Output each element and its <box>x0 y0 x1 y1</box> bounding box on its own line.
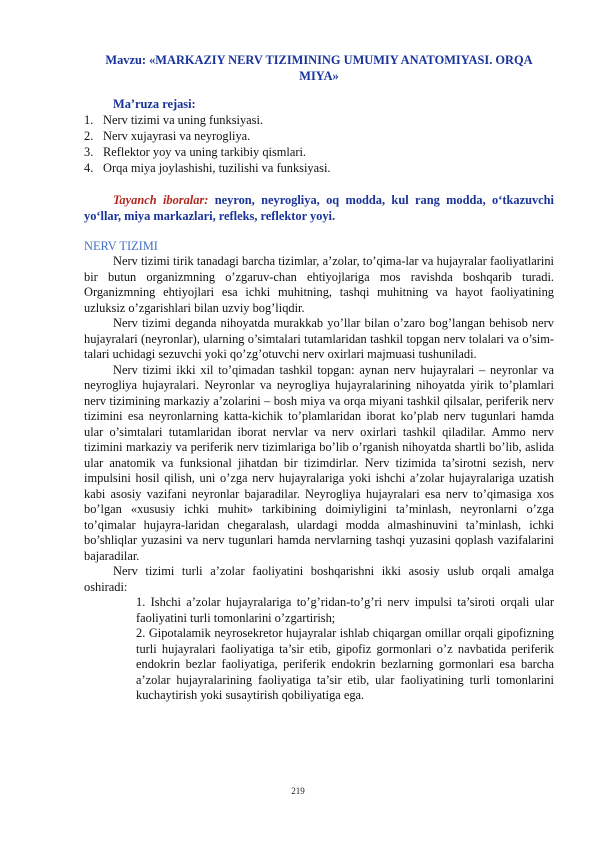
list-item: 3. Reflektor yoy va uning tarkibiy qismlari. <box>84 145 307 159</box>
lecture-plan-heading: Ma’ruza rejasi: <box>113 97 196 111</box>
list-item: 2. Gipotalamik neyrosekretor hujayralar ishlab chiqargan omillar orqali gipofizning turli hujayralari faoliyatiga ta’sir etib, gipofiz gormonlari o’z navbatida periferik endokrin bezlar faoliyatiga, periferik endokrin bezlarning gormonlari esa barcha a’zolar hujayralarining faoliyatiga ta’sir etib, ular faoliyatining turli tomonlarini kuchaytirish yoki susaytirish qobiliyatiga ega. <box>136 626 554 702</box>
body-paragraph: Nerv tizimi ikki xil to’qimadan tashkil topgan: aynan nerv hujayralari – neyronlar va neyrogliya hujayralari. Neyronlar va neyrogliya hujayralarining nihoyatda yirik to’plamlari nerv tizimining markaziy a’zolarini – bosh miya va orqa miyani tashkil qilsalar, periferik nerv tizimini esa neyronlarning katta-kichik to’plamlaridan iborat ko’plab nerv tugunlari hamda ular o’simtalari tutamlaridan iborat nervlar va nerv oxirlari tashkil qiladilar. Ammo nerv tizimini markaziy va periferik nerv tizimlariga bo’lib o’rganish nihoyatda shartli bo’lib, aslida ular anatomik va funksional jihatdan bir tizimdirlar. Nerv tizimida ta’sirotni sezish, nerv impulsini hosil qilish, uni o’zga nerv hujayralariga yoki ishchi a’zolar hujayralariga uzatish kabi asosiy vazifani neyronlar bajaradilar. Neyrogliya hujayralari esa nerv to’qimasiga xos bo’lgan «xususiy ichki muhit» tarkibining doimiyligini ta’minlash, neyronlarni o’zga to’qimalar hujayra-laridan chegaralash, ulardagi modda almashinuvini ta’minlash, ichki bo’shliqlar yuzasini va nerv tugunlari hamda nervlarning tashqi yuzasini qoplash vazifalarini bajaradilar. <box>84 362 554 563</box>
keywords-label: Tayanch iboralar: <box>113 193 209 207</box>
list-item: 2. Nerv xujayrasi va neyrogliya. <box>84 129 251 143</box>
list-item: 1. Ishchi a’zolar hujayralariga to’g’ridan-to’g’ri nerv impulsi ta’siroti orqali ular faoliyatini turli tomonlarini o’zgartirish; <box>136 595 554 625</box>
method-list <box>136 595 554 704</box>
page-number: 219 <box>291 786 305 796</box>
keywords-paragraph <box>84 192 554 224</box>
body-paragraph: Nerv tizimi tirik tanadagi barcha tizimlar, a’zolar, to’qima-lar va hujayralar faoliyatlarini bir butun organizmning o’zgaruv-chan ehtiyojlariga mos ravishda boshqarib turadi. Organizmning ehtiyojlari esa ichki muhitning, tashqi muhitning va hayot faoliyatining uzluksiz o’zgarishlari bilan uzviy bog’liqdir. <box>84 254 554 315</box>
body-paragraph: Nerv tizimi deganda nihoyatda murakkab yo’llar bilan o’zaro bog’langan behisob nerv hujayralari (neyronlar), ularning o’simtalari tutamlaridan tashkil topgan nerv tolalari va o’sim-talari uchidagi sezuvchi yoki qo’zg’otuvchi nerv oxirlari majmuasi tushuniladi. <box>84 316 554 361</box>
lecture-plan-list <box>84 112 554 176</box>
list-item: 1. Nerv tizimi va uning funksiyasi. <box>84 113 264 127</box>
section-title: NERV TIZIMI <box>84 239 158 253</box>
body-paragraph: Nerv tizimi turli a’zolar faoliyatini boshqarishni ikki asosiy uslub orqali amalga oshiradi: <box>84 564 554 594</box>
list-item: 4. Orqa miya joylashishi, tuzilishi va funksiyasi. <box>84 161 331 175</box>
page-title: Mavzu: «MARKAZIY NERV TIZIMINING UMUMIY ANATOMIYASI. ORQA MIYA» <box>105 53 533 83</box>
keywords-text: neyron, neyrogliya, oq modda, kul rang modda, o‘tkazuvchi yo‘llar, miya markazlari, refleks, reflektor yoyi. <box>84 193 554 223</box>
document-page <box>84 52 554 704</box>
